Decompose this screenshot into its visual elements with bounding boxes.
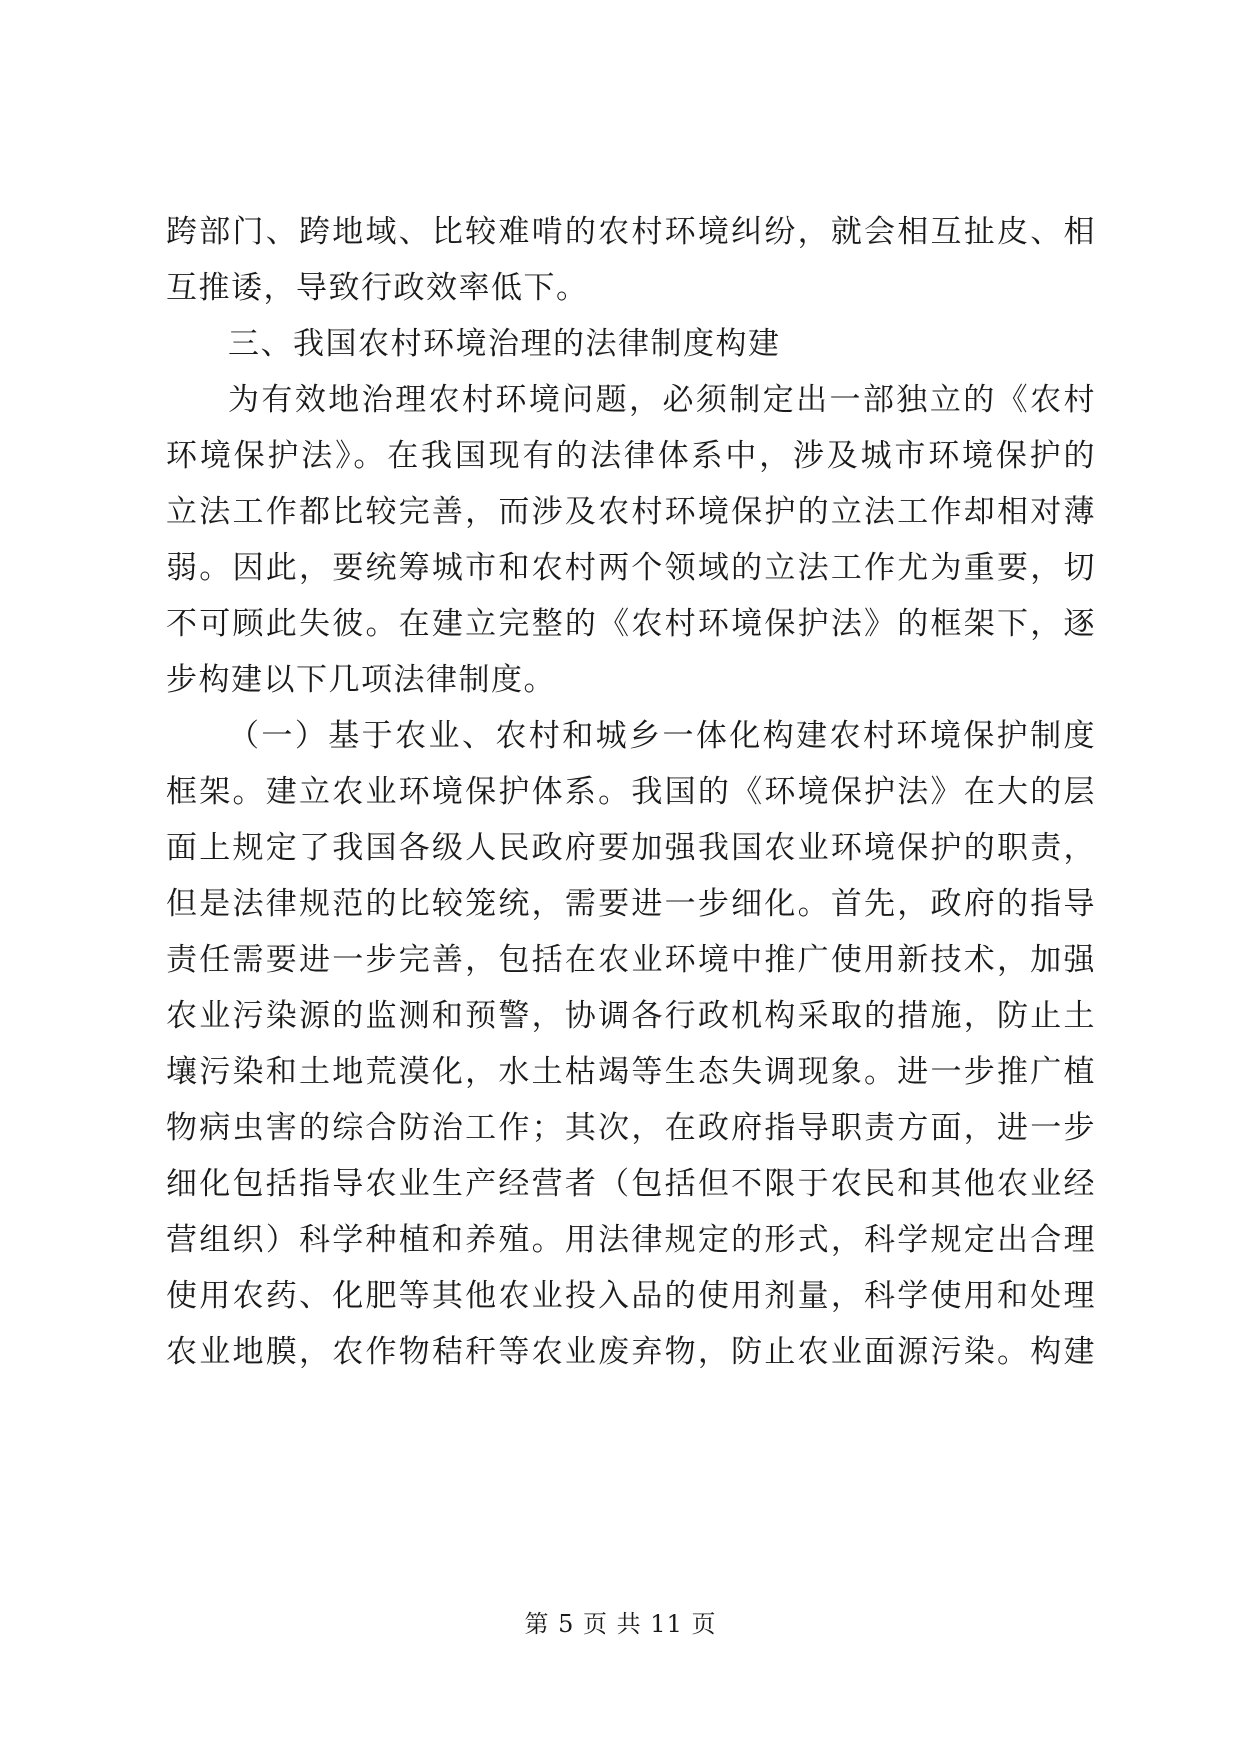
text-line: 细化包括指导农业生产经营者（包括但不限于农民和其他农业经 xyxy=(166,1166,1096,1202)
text-line: 使用农药、化肥等其他农业投入品的使用剂量，科学使用和处理 xyxy=(166,1278,1096,1314)
text-line: 农业地膜，农作物秸秆等农业废弃物，防止农业面源污染。构建 xyxy=(166,1334,1096,1370)
paragraph-first-line: （一）基于农业、农村和城乡一体化构建农村环境保护制度 xyxy=(228,718,1096,754)
paragraph-first-line: 为有效地治理农村环境问题，必须制定出一部独立的《农村 xyxy=(228,382,1096,418)
text-line: 物病虫害的综合防治工作；其次，在政府指导职责方面，进一步 xyxy=(166,1110,1096,1146)
text-line: 营组织）科学种植和养殖。用法律规定的形式，科学规定出合理 xyxy=(166,1222,1096,1258)
text-line: 互推诿，导致行政效率低下。 xyxy=(166,270,589,306)
section-heading: 三、我国农村环境治理的法律制度构建 xyxy=(228,326,781,362)
page-number-footer: 第 5 页 共 11 页 xyxy=(524,1610,717,1638)
text-line: 跨部门、跨地域、比较难啃的农村环境纠纷，就会相互扯皮、相 xyxy=(166,214,1096,250)
text-line: 立法工作都比较完善，而涉及农村环境保护的立法工作却相对薄 xyxy=(166,494,1096,530)
text-line: 步构建以下几项法律制度。 xyxy=(166,662,556,698)
text-line: 环境保护法》。在我国现有的法律体系中，涉及城市环境保护的 xyxy=(166,438,1096,474)
text-line: 壤污染和土地荒漠化，水土枯竭等生态失调现象。进一步推广植 xyxy=(166,1054,1096,1090)
text-line: 农业污染源的监测和预警，协调各行政机构采取的措施，防止土 xyxy=(166,998,1096,1034)
text-line: 面上规定了我国各级人民政府要加强我国农业环境保护的职责， xyxy=(166,830,1096,866)
text-line: 但是法律规范的比较笼统，需要进一步细化。首先，政府的指导 xyxy=(166,886,1096,922)
text-line: 不可顾此失彼。在建立完整的《农村环境保护法》的框架下，逐 xyxy=(166,606,1096,642)
text-line: 责任需要进一步完善，包括在农业环境中推广使用新技术，加强 xyxy=(166,942,1096,978)
text-line: 弱。因此，要统筹城市和农村两个领域的立法工作尤为重要，切 xyxy=(166,550,1096,586)
text-line: 框架。建立农业环境保护体系。我国的《环境保护法》在大的层 xyxy=(166,774,1096,810)
